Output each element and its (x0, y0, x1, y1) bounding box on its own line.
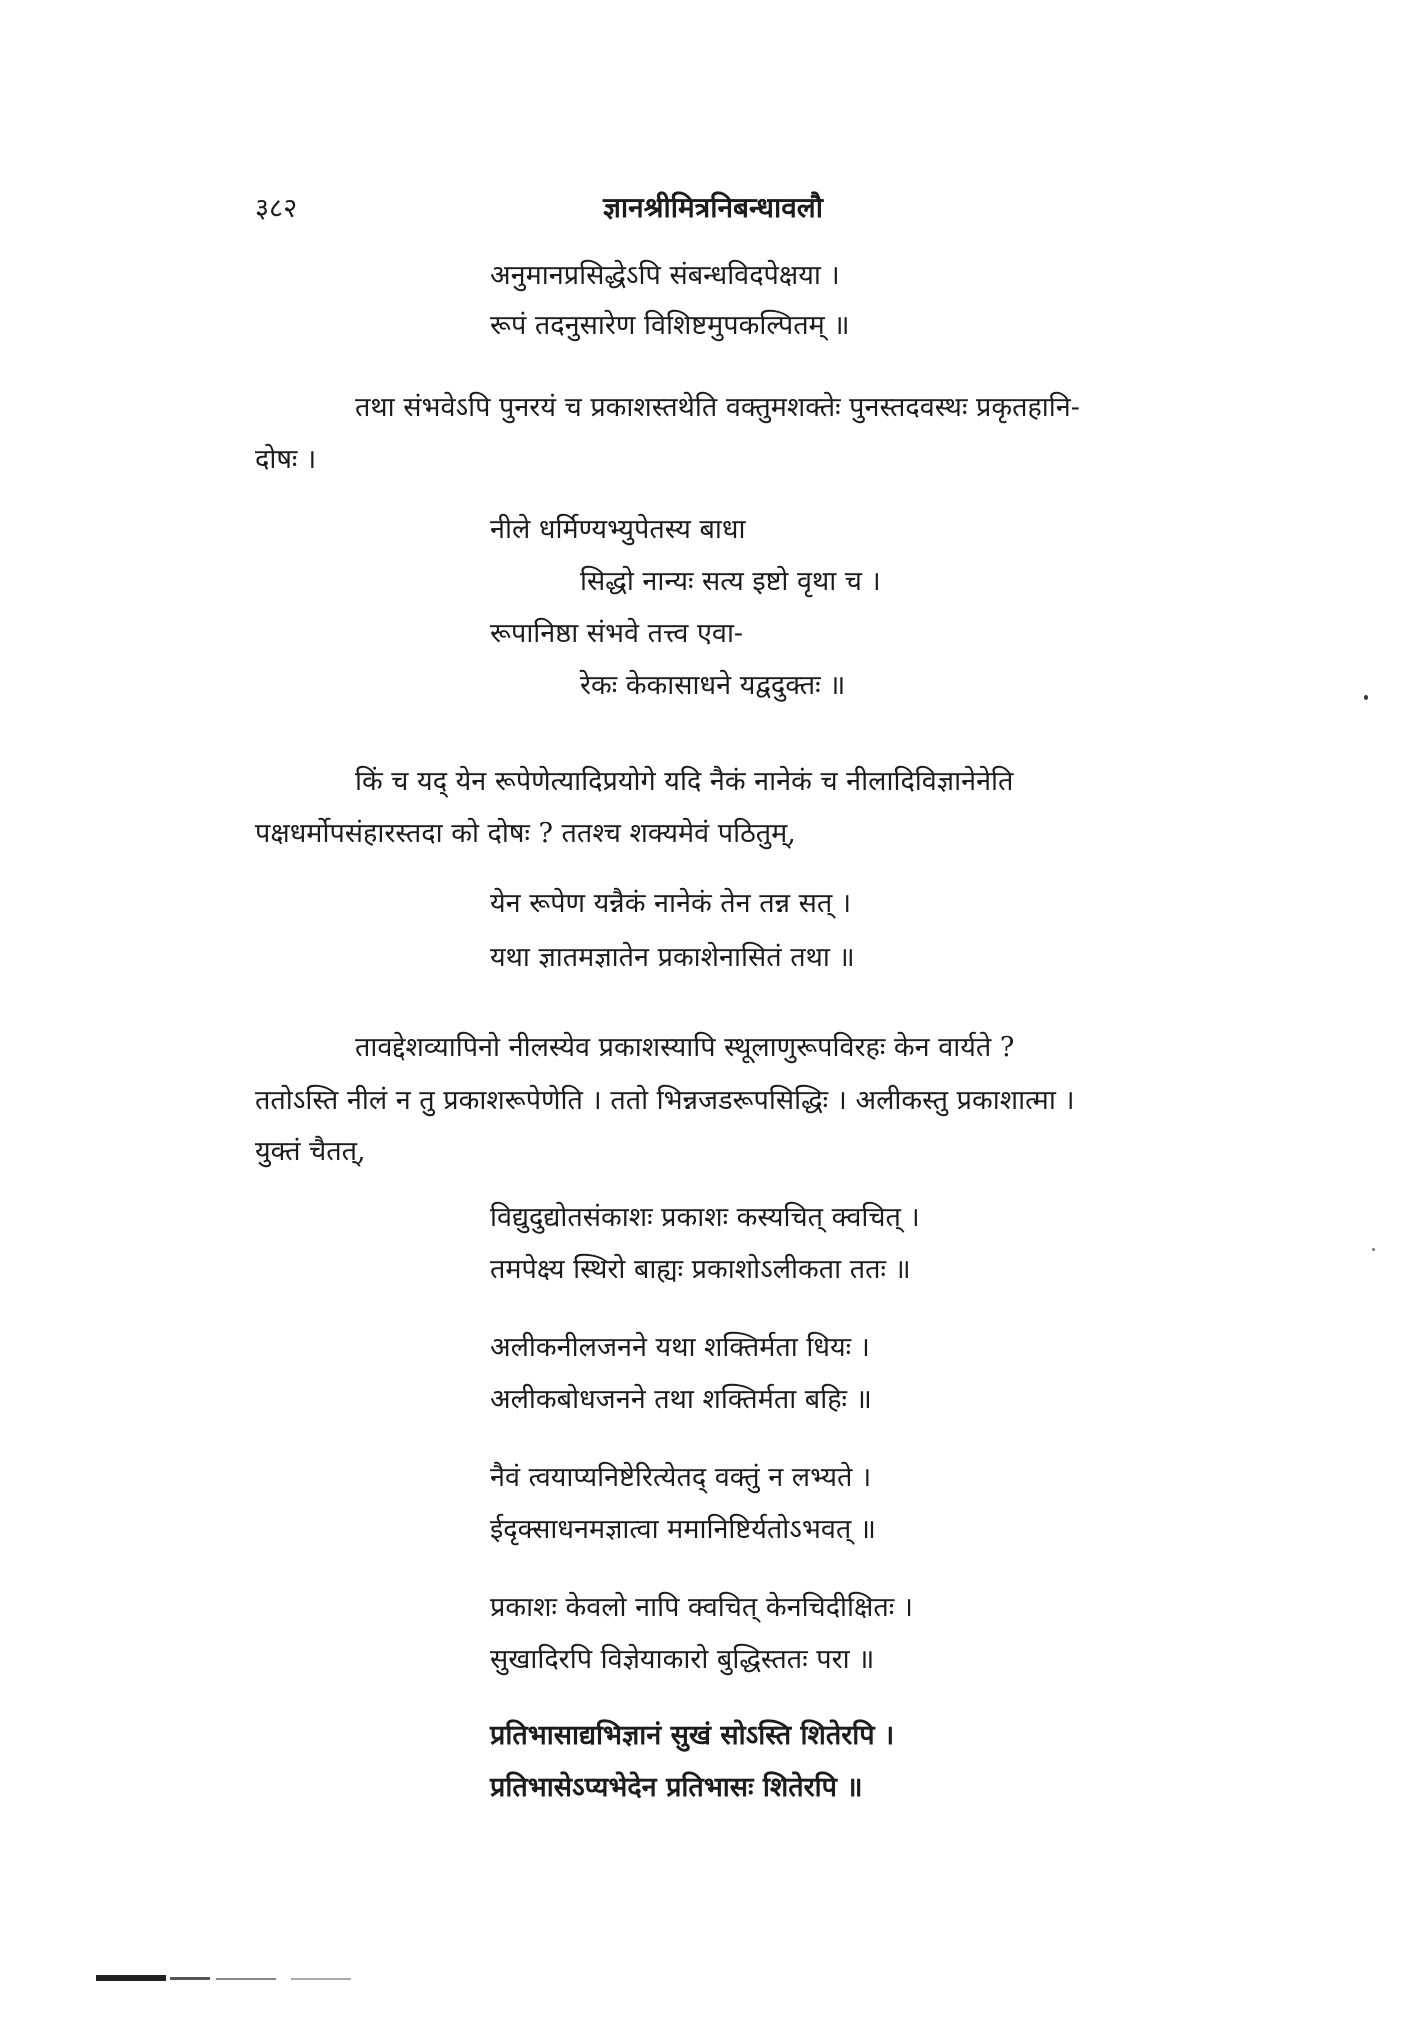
paragraph-line: तथा संभवेऽपि पुनरयं च प्रकाशस्तथेति वक्तुमशक्तेः पुनस्तदवस्थः प्रकृतहानि- (355, 392, 1080, 423)
verse-line: अलीकबोधजनने तथा शक्तिर्मता बहिः ॥ (490, 1384, 872, 1415)
verse-line: प्रकाशः केवलो नापि क्वचित् केनचिदीक्षितः । (490, 1592, 914, 1623)
page-number: ३८२ (255, 193, 298, 224)
paragraph-line: युक्तं चैतत्, (255, 1136, 366, 1167)
paragraph-line: दोषः । (255, 444, 317, 475)
running-title: ज्ञानश्रीमित्रनिबन्धावलौ (602, 191, 824, 224)
scan-speck (1372, 1248, 1375, 1251)
scan-smudge (96, 1972, 396, 1984)
verse-line: सिद्धो नान्यः सत्य इष्टो वृथा च । (580, 566, 881, 597)
paragraph-line: किं च यद् येन रूपेणेत्यादिप्रयोगे यदि नैकं नानेकं च नीलादिविज्ञानेनेति (355, 766, 1014, 797)
verse-line: येन रूपेण यन्नैकं नानेकं तेन तन्न सत् । (490, 888, 852, 919)
scan-speck (1364, 695, 1368, 700)
paragraph-line: तावद्देशव्यापिनो नीलस्येव प्रकाशस्यापि स्थूलाणुरूपविरहः केन वार्यते ? (355, 1032, 1015, 1063)
verse-line: ईदृक्साधनमज्ञात्वा ममानिष्टिर्यतोऽभवत् ॥ (490, 1514, 876, 1545)
verse-line: नीले धर्मिण्यभ्युपेतस्य बाधा (490, 514, 746, 545)
verse-line: अलीकनीलजनने यथा शक्तिर्मता धियः । (490, 1332, 870, 1363)
paragraph-line: ततोऽस्ति नीलं न तु प्रकाशरूपेणेति । ततो भिन्नजडरूपसिद्धिः । अलीकस्तु प्रकाशात्मा । (255, 1085, 1075, 1116)
paragraph-line: पक्षधर्मोपसंहारस्तदा को दोषः ? ततश्च शक्यमेवं पठितुम्, (255, 818, 796, 849)
verse-line: सुखादिरपि विज्ञेयाकारो बुद्धिस्ततः परा ॥ (490, 1644, 875, 1675)
verse-line: प्रतिभासेऽप्यभेदेन प्रतिभासः शितेरपि ॥ (490, 1772, 863, 1803)
verse-line: अनुमानप्रसिद्धेऽपि संबन्धविदपेक्षया । (490, 260, 840, 291)
page-header (0, 188, 1426, 228)
verse-line: रूपानिष्ठा संभवे तत्त्व एवा- (490, 618, 744, 649)
verse-line: रूपं तदनुसारेण विशिष्टमुपकल्पितम् ॥ (490, 310, 850, 341)
verse-line: प्रतिभासाद्यभिज्ञानं सुखं सोऽस्ति शितेरपि । (490, 1720, 895, 1751)
verse-line: तमपेक्ष्य स्थिरो बाह्यः प्रकाशोऽलीकता ततः ॥ (490, 1254, 911, 1285)
verse-line: रेकः केकासाधने यद्वदुक्तः ॥ (580, 670, 846, 701)
verse-line: नैवं त्वयाप्यनिष्टेरित्येतद् वक्तुं न लभ्यते । (490, 1462, 872, 1493)
verse-line: यथा ज्ञातमज्ञातेन प्रकाशेनासितं तथा ॥ (490, 942, 855, 973)
verse-line: विद्युदुद्योतसंकाशः प्रकाशः कस्यचित् क्वचित् । (490, 1202, 920, 1233)
